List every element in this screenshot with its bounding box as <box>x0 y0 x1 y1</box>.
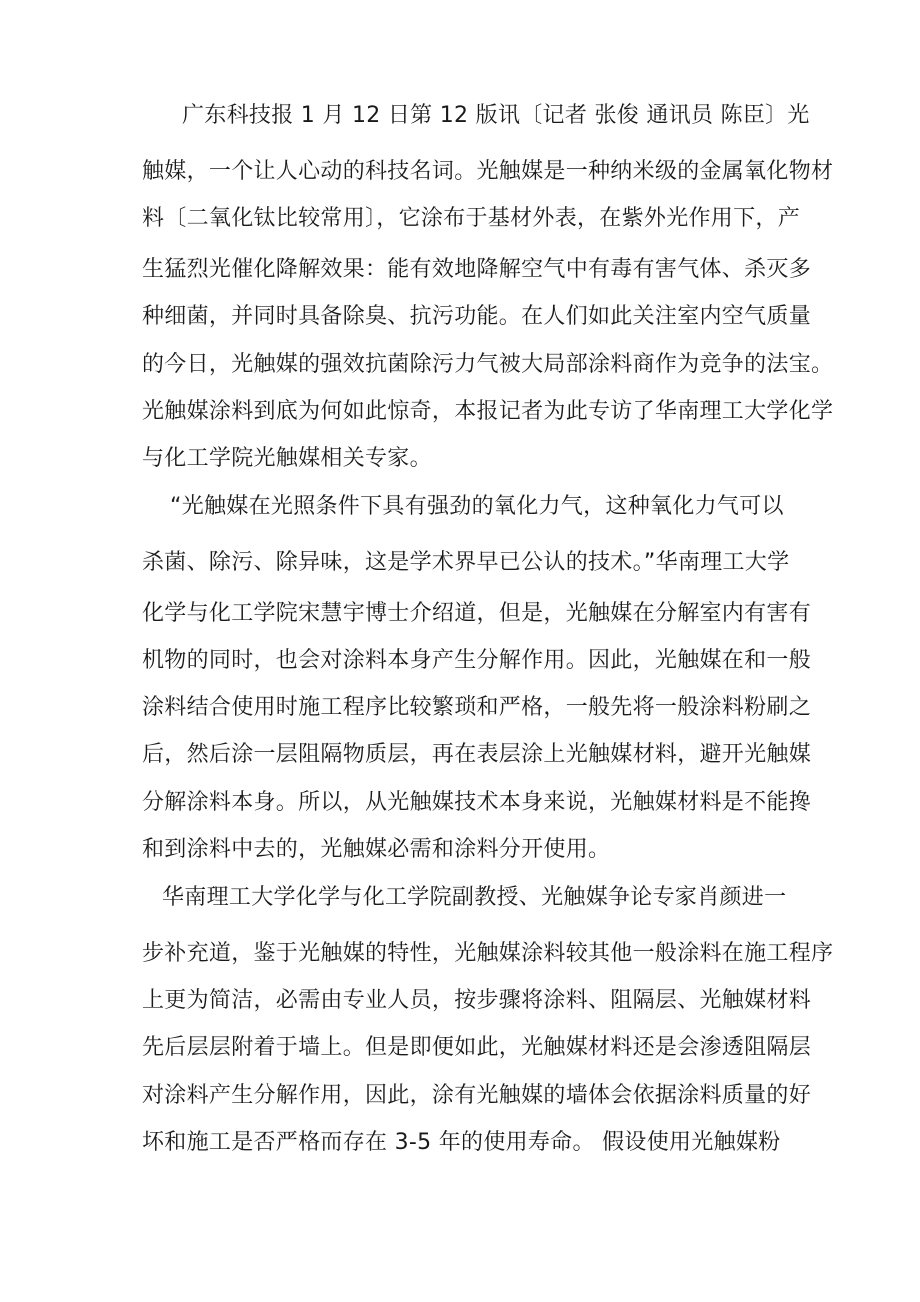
paragraph-1-line-6: 的今日，光触媒的强效抗菌除污力气被大局部涂料商作为竞争的法宝。 <box>142 352 834 377</box>
paragraph-1-line-5: 种细菌，并同时具备除臭、抗污功能。在人们如此关注室内空气质量 <box>142 304 812 329</box>
paragraph-2-line-8: 和到涂料中去的，光触媒必需和涂料分开使用。 <box>142 837 611 862</box>
paragraph-3-line-3: 上更为简洁，必需由专业人员，按步骤将涂料、阻隔层、光触媒材料 <box>142 988 812 1013</box>
paragraph-3-line-4: 先后层层附着于墙上。但是即便如此，光触媒材料还是会渗透阻隔层 <box>142 1035 812 1060</box>
paragraph-3-line-5: 对涂料产生分解作用，因此，涂有光触媒的墙体会依据涂料质量的好 <box>142 1083 812 1108</box>
paragraph-1-line-3: 料〔二氧化钛比较常用〕，它涂布于基材外表，在紫外光作用下，产 <box>142 206 801 231</box>
paragraph-2-line-5: 涂料结合使用时施工程序比较繁琐和严格，一般先将一般涂料粉刷之 <box>142 695 812 720</box>
paragraph-2-line-7: 分解涂料本身。所以，从光触媒技术本身来说，光触媒材料是不能搀 <box>142 790 812 815</box>
paragraph-1-line-2: 触媒，一个让人心动的科技名词。光触媒是一种纳米级的金属氧化物材 <box>142 159 834 184</box>
paragraph-1-line-7: 光触媒涂料到底为何如此惊奇，本报记者为此专访了华南理工大学化学 <box>142 399 834 424</box>
paragraph-2-line-2: 杀菌、除污、除异味，这是学术界早已公认的技术。”华南理工大学 <box>142 550 790 575</box>
paragraph-3-line-2: 步补充道，鉴于光触媒的特性，光触媒涂料较其他一般涂料在施工程序 <box>142 941 834 966</box>
paragraph-2-line-3: 化学与化工学院宋慧宇博士介绍道，但是，光触媒在分解室内有害有 <box>142 601 812 626</box>
paragraph-2-line-1: “光触媒在光照条件下具有强劲的氧化力气，这种氧化力气可以 <box>170 494 784 519</box>
paragraph-1-line-1: 广东科技报 1 月 12 日第 12 版讯〔记者 张俊 通讯员 陈臣〕光 <box>182 103 810 128</box>
paragraph-2-line-6: 后，然后涂一层阻隔物质层，再在表层涂上光触媒材料，避开光触媒 <box>142 742 812 767</box>
paragraph-3-line-6: 坏和施工是否严格而存在 3-5 年的使用寿命。 假设使用光触媒粉 <box>142 1130 781 1155</box>
paragraph-3-line-1: 华南理工大学化学与化工学院副教授、光触媒争论专家肖颜进一 <box>162 885 787 910</box>
paragraph-1-line-4: 生猛烈光催化降解效果：能有效地降解空气中有毒有害气体、杀灭多 <box>142 257 812 282</box>
paragraph-2-line-4: 机物的同时，也会对涂料本身产生分解作用。因此，光触媒在和一般 <box>142 648 812 673</box>
paragraph-1-line-8: 与化工学院光触媒相关专家。 <box>142 446 432 471</box>
